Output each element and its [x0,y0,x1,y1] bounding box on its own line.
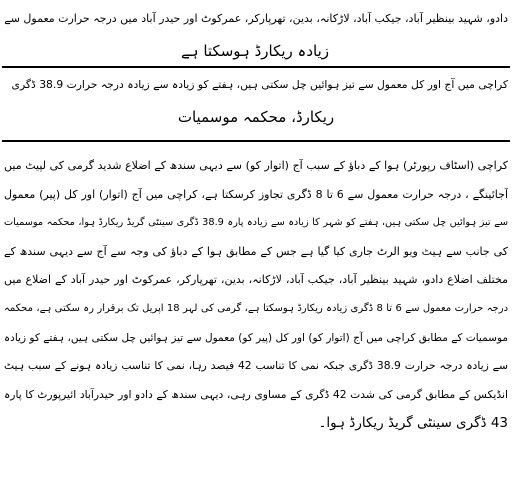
body-line: سے زیادہ درجہ حرارت 38.9 ڈگری جبکہ نمی کا تناسب 42 فیصد رہا، نمی کا تناسب زیادہ ہونے کے سبب ہیٹ [4,359,508,373]
main-headline [4,68,508,134]
body-line: کراچی (اسٹاف رپورٹر) ہوا کے دباؤ کے سبب آج (اتوار کو) سے دیہی سندھ کے اضلاع شدید گرمی کی لپیٹ میں [4,159,508,172]
body-line: 43 ڈگری سینٹی گریڈ ریکارڈ ہوا۔ [318,415,508,432]
divider-bottom [2,140,510,142]
main-headline-line-2: ریکارڈ، محکمہ موسمیات [177,108,335,126]
body-line: موسمیات کے مطابق کراچی میں آج (اتوار کو) اور کل (پیر کو) معمول سے تیز ہوائیں چل سکتی ہیں، ہفتے کو زیادہ [4,331,508,344]
body-line: مختلف اضلاع دادو، شہید بینظیر آباد، جیکب آباد، لاڑکانہ، بدین، تھرپارکر، عمرکوٹ اور حیدر آباد کے اضلاع میں [4,273,508,287]
body-line: آجائینگے ، درجہ حرارت معمول سے 6 تا 8 ڈگری تجاوز کرسکتا ہے، کراچی میں آج (اتوار) اور کل (پیر) معمول [4,187,508,201]
article-body [4,152,508,438]
body-line: درجہ حرارت معمول سے 6 تا 8 ڈگری زیادہ ریکارڈ ہوسکتا ہے، گرمی کی لہر 18 اپریل تک برقرار رہ سکتی ہے، محکمہ [4,302,508,314]
body-line: انڈیکس کے مطابق گرمی کی شدت 42 ڈگری کے مساوی رہی، دیہی سندھ کے دادو اور حیدرآباد ائیرپورٹ کا پارہ [4,387,508,401]
sub-headline-line-1: دادو، شہید بینظیر آباد، جیکب آباد، لاڑکانہ، بدین، تھرپارکر، عمرکوٹ اور حیدر آباد میں درجہ حرارت معمول سے [4,12,508,25]
body-line: سے تیز ہوائیں چل سکتی ہیں، ہفتے کو شہر کا زیادہ سے زیادہ پارہ 38.9 ڈگری سینٹی گریڈ ریکارڈ ہوا، محکمہ موسمیات [4,217,508,229]
sub-headline-line-2: زیادہ ریکارڈ ہوسکتا ہے [180,42,330,60]
main-headline-line-1: کراچی میں آج اور کل معمول سے تیز ہوائیں چل سکتی ہیں، ہفتے کو زیادہ سے زیادہ درجہ حرارت 38.9 ڈگری [11,78,508,91]
body-line: کی جانب سے ہیٹ ویو الرٹ جاری کیا گیا ہے جس کے مطابق ہوا کے دباؤ کی وجہ سے آج سے دیہی سندھ کے [4,244,508,258]
sub-headline [2,2,508,68]
